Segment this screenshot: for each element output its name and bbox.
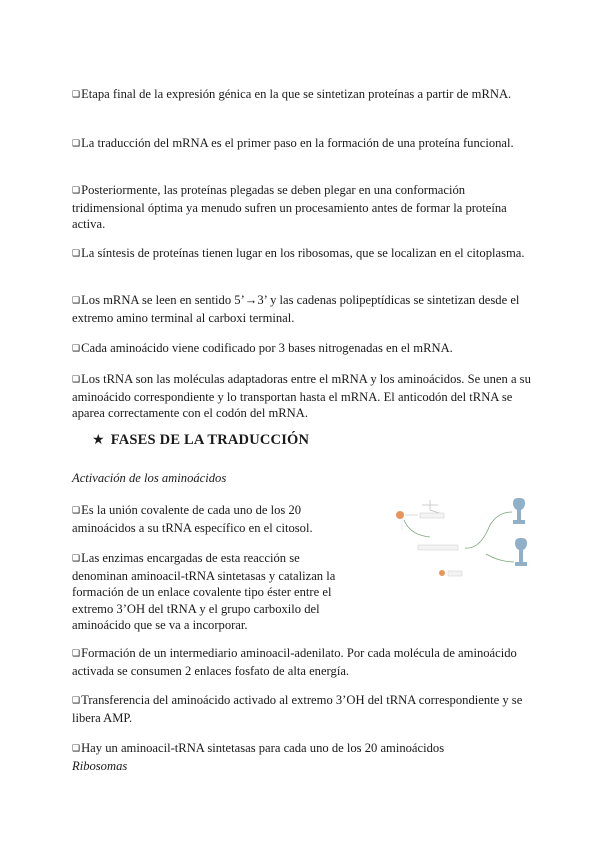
subheading: Activación de los aminoácidos [72, 471, 227, 485]
section-heading: ★ FASES DE LA TRADUCCIÓN [92, 432, 310, 448]
reaction-arrow-1 [404, 520, 430, 537]
intro-paragraph-5: ❑Los mRNA se leen en sentido 5’→3’ y las cadenas polipeptídicas se sintetizan desde el extremo amino terminal al carboxi terminal. [72, 293, 520, 326]
intro-paragraph-4: ❑La síntesis de proteínas tienen lugar en los ribosomas, que se localizan en el citoplasma. [72, 246, 525, 260]
bullet-icon: ❑ [72, 90, 81, 100]
activation-paragraph-5: ❑Hay un aminoacil-tRNA sintetasas para cada uno de los 20 aminoácidos Ribosomas [72, 741, 445, 774]
bullet-icon: ❑ [72, 375, 81, 385]
intro-paragraph-3: ❑Posteriormente, las proteínas plegadas se deben plegar en una conformación tridimensional óptima ya menudo sufren un procesamiento antes de formar la proteína activa. [72, 183, 507, 232]
bullet-icon: ❑ [72, 249, 81, 259]
bullet-icon: ❑ [72, 696, 81, 706]
aminoacyl-trna-synthesis-diagram [390, 490, 540, 590]
ribosomas-label: Ribosomas [72, 759, 128, 774]
atp-box [420, 513, 444, 518]
activation-paragraph-1: ❑Es la unión covalente de cada uno de los 20 aminoácidos a su tRNA específico en el citosol. [72, 503, 313, 536]
trna-icon-top [513, 498, 525, 524]
bullet-icon: ❑ [72, 554, 81, 564]
bullet-icon: ❑ [72, 186, 81, 196]
activation-paragraph-3: ❑Formación de un intermediario aminoacil-adenilato. Por cada molécula de aminoácido activada se consumen 2 enlaces fosfato de alta energía. [72, 646, 517, 679]
reaction-arrow-3 [486, 554, 514, 562]
intro-paragraph-1: ❑Etapa final de la expresión génica en la que se sintetizan proteínas a partir de mRNA. [72, 87, 512, 101]
activation-paragraph-2: ❑Las enzimas encargadas de esta reacción se denominan aminoacil-tRNA sintetasas y catalizan la formación de un enlace covalente tipo éster entre el extremo 3’OH del tRNA y el grupo carboxilo del aminoácido que se va a incorporar. [72, 551, 336, 632]
intro-paragraph-7: ❑Los tRNA son las moléculas adaptadoras entre el mRNA y los aminoácidos. Se unen a su aminoácido correspondiente y lo transportan hasta el mRNA. El anticodón del tRNA se aparea correctamente con el codón del mRNA. [72, 372, 531, 421]
activation-paragraph-4: ❑Transferencia del aminoácido activado al extremo 3’OH del tRNA correspondiente y se libera AMP. [72, 693, 523, 726]
adenylate-box [418, 545, 458, 550]
bullet-icon: ❑ [72, 506, 81, 516]
trna-icon-bottom [515, 538, 527, 566]
amino-acid-icon-bottom [439, 570, 445, 576]
intro-paragraph-2: ❑La traducción del mRNA es el primer paso en la formación de una proteína funcional. [72, 136, 514, 150]
bullet-icon: ❑ [72, 296, 81, 306]
bullet-icon: ❑ [72, 344, 81, 354]
amino-acid-icon [396, 511, 404, 519]
product-box [448, 571, 462, 576]
bullet-icon: ❑ [72, 139, 81, 149]
bullet-icon: ❑ [72, 649, 81, 659]
intro-paragraph-6: ❑Cada aminoácido viene codificado por 3 bases nitrogenadas en el mRNA. [72, 341, 453, 355]
star-icon: ★ [92, 432, 105, 448]
amino-acid-molecule [422, 500, 442, 514]
reaction-arrow-2 [465, 512, 512, 548]
bullet-icon: ❑ [72, 744, 81, 754]
